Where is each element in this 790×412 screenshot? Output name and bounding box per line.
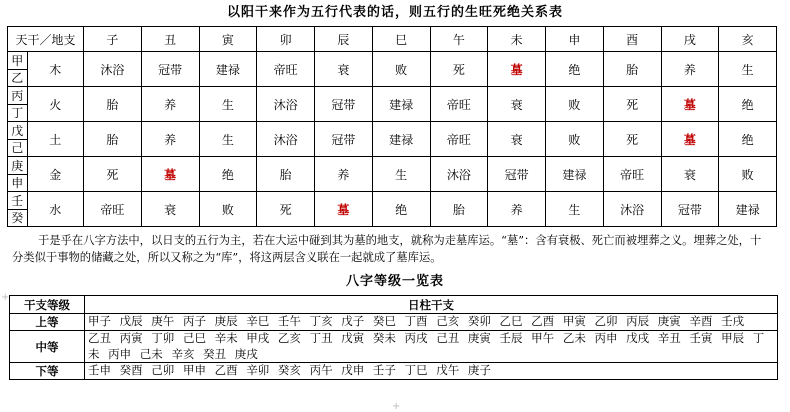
pillar-list: 甲子 戊辰 庚午 丙子 庚辰 辛巳 壬午 丁亥 戊子 癸巳 丁酉 己亥 癸卯 乙巳 乙酉 甲寅 乙卯 丙辰 庚寅 辛酉 壬戌 <box>85 314 778 331</box>
stage-cell: 养 <box>141 122 199 157</box>
stage-cell: 沐浴 <box>257 122 315 157</box>
stage-cell: 养 <box>141 87 199 122</box>
stage-cell: 绝 <box>719 122 777 157</box>
stage-cell: 死 <box>603 87 661 122</box>
element-cell: 水 <box>27 192 83 227</box>
stage-cell: 冠带 <box>661 192 719 227</box>
stem-pair-cell <box>8 157 28 192</box>
pillar-header: 日柱干支 <box>85 296 778 314</box>
stem-label: 乙 <box>11 70 24 85</box>
changsheng-table-body <box>8 27 777 227</box>
level-label: 上等 <box>10 314 85 331</box>
stage-cell: 衰 <box>661 157 719 192</box>
stage-cell: 败 <box>546 122 604 157</box>
bazi-level-table-body <box>10 296 778 380</box>
stem-label: 戊 <box>8 123 27 140</box>
stage-cell: 胎 <box>603 52 661 87</box>
stage-cell: 生 <box>199 87 257 122</box>
stage-cell: 帝旺 <box>430 87 488 122</box>
stage-cell: 生 <box>719 52 777 87</box>
table1-header-row <box>8 27 777 52</box>
stage-cell: 建禄 <box>546 157 604 192</box>
pillar-list: 乙丑 丙寅 丁卯 己巳 辛未 甲戌 乙亥 丁丑 戊寅 癸未 丙戌 己丑 庚寅 壬辰 甲午 乙未 丙申 戊戌 辛丑 壬寅 甲辰 丁未 丙申 己未 辛亥 癸丑 庚戌 <box>85 331 778 363</box>
stage-cell: 沐浴 <box>257 87 315 122</box>
branch-header: 午 <box>430 27 488 52</box>
table1-row <box>8 122 777 157</box>
level-header: 干支等级 <box>10 296 85 314</box>
explanation-paragraph: 于是乎在八字方法中，以日支的五行为主，若在大运中碰到其为墓的地支，就称为走墓库运。“墓”：含有衰极、死亡而被埋葬之义。埋葬之处，十分类似于事物的储藏之处，所以又称之为“库”，将这两层含义联在一起就成了墓库运。 <box>12 234 762 264</box>
bazi-level-table <box>9 295 778 380</box>
stem-label: 申 <box>11 175 24 190</box>
branch-header: 丑 <box>141 27 199 52</box>
stem-label: 癸 <box>11 210 24 225</box>
stage-cell: 生 <box>372 157 430 192</box>
stage-cell: 墓 <box>488 52 546 87</box>
stage-cell: 死 <box>430 52 488 87</box>
branch-header: 卯 <box>257 27 315 52</box>
stem-label: 壬 <box>8 193 27 210</box>
level-label: 下等 <box>10 363 85 380</box>
table1-row <box>8 157 777 192</box>
stage-cell: 帝旺 <box>430 122 488 157</box>
stage-cell: 沐浴 <box>603 192 661 227</box>
table1-row <box>8 87 777 122</box>
branch-header: 辰 <box>315 27 373 52</box>
stage-cell: 绝 <box>372 192 430 227</box>
stage-cell: 败 <box>372 52 430 87</box>
stage-cell: 绝 <box>546 52 604 87</box>
stage-cell: 养 <box>661 52 719 87</box>
stage-cell: 败 <box>199 192 257 227</box>
stage-cell: 养 <box>315 157 373 192</box>
stage-cell: 生 <box>199 122 257 157</box>
stage-cell: 墓 <box>661 87 719 122</box>
table1-corner-header: 天干／地支 <box>8 27 84 52</box>
stage-cell: 冠带 <box>141 52 199 87</box>
stage-cell: 冠带 <box>488 157 546 192</box>
pillar-list: 壬申 癸酉 己卯 甲申 乙酉 辛卯 癸亥 丙午 戊申 壬子 丁巳 戊午 庚子 <box>85 363 778 380</box>
stage-cell: 建禄 <box>199 52 257 87</box>
branch-header: 未 <box>488 27 546 52</box>
stage-cell: 建禄 <box>372 87 430 122</box>
stage-cell: 墓 <box>661 122 719 157</box>
branch-header: 申 <box>546 27 604 52</box>
stage-cell: 死 <box>257 192 315 227</box>
stage-cell: 衰 <box>488 122 546 157</box>
element-cell: 土 <box>27 122 83 157</box>
stem-pair-cell <box>8 52 28 87</box>
stem-label: 庚 <box>8 158 27 175</box>
stage-cell: 衰 <box>488 87 546 122</box>
stem-label: 己 <box>11 140 24 155</box>
stage-cell: 养 <box>488 192 546 227</box>
table2-title: 八字等级一览表 <box>345 274 444 289</box>
stem-label: 甲 <box>8 53 27 70</box>
stage-cell: 冠带 <box>315 87 373 122</box>
stage-cell: 胎 <box>257 157 315 192</box>
stage-cell: 绝 <box>719 87 777 122</box>
stem-pair-cell <box>8 192 28 227</box>
element-cell: 木 <box>27 52 83 87</box>
table-add-row-icon[interactable]: + <box>392 401 401 412</box>
stage-cell: 墓 <box>315 192 373 227</box>
stage-cell: 衰 <box>315 52 373 87</box>
branch-header: 戌 <box>661 27 719 52</box>
table-move-handle-icon[interactable]: + <box>1 292 10 303</box>
branch-header: 寅 <box>199 27 257 52</box>
stem-label: 丙 <box>8 88 27 105</box>
branch-header: 巳 <box>372 27 430 52</box>
element-cell: 火 <box>27 87 83 122</box>
stage-cell: 沐浴 <box>84 52 142 87</box>
table1-row <box>8 52 777 87</box>
stage-cell: 绝 <box>199 157 257 192</box>
stage-cell: 败 <box>546 87 604 122</box>
stage-cell: 帝旺 <box>84 192 142 227</box>
stage-cell: 胎 <box>84 87 142 122</box>
stage-cell: 建禄 <box>372 122 430 157</box>
changsheng-table <box>7 26 777 227</box>
stem-label: 丁 <box>11 105 24 120</box>
table1-title: 以阳干来作为五行代表的话，则五行的生旺死绝关系表 <box>226 5 563 20</box>
stage-cell: 建禄 <box>719 192 777 227</box>
branch-header: 子 <box>84 27 142 52</box>
stage-cell: 胎 <box>84 122 142 157</box>
table2-header-row <box>10 296 778 314</box>
level-label: 中等 <box>10 331 85 363</box>
branch-header: 亥 <box>719 27 777 52</box>
stage-cell: 沐浴 <box>430 157 488 192</box>
table2-row <box>10 363 778 380</box>
stage-cell: 败 <box>719 157 777 192</box>
stage-cell: 衰 <box>141 192 199 227</box>
stage-cell: 死 <box>84 157 142 192</box>
table2-row <box>10 331 778 363</box>
table1-row <box>8 192 777 227</box>
stage-cell: 帝旺 <box>257 52 315 87</box>
stage-cell: 帝旺 <box>603 157 661 192</box>
table2-row <box>10 314 778 331</box>
stage-cell: 墓 <box>141 157 199 192</box>
element-cell: 金 <box>27 157 83 192</box>
stem-pair-cell <box>8 87 28 122</box>
stem-pair-cell <box>8 122 28 157</box>
stage-cell: 死 <box>603 122 661 157</box>
stage-cell: 生 <box>546 192 604 227</box>
stage-cell: 胎 <box>430 192 488 227</box>
stage-cell: 冠带 <box>315 122 373 157</box>
branch-header: 酉 <box>603 27 661 52</box>
